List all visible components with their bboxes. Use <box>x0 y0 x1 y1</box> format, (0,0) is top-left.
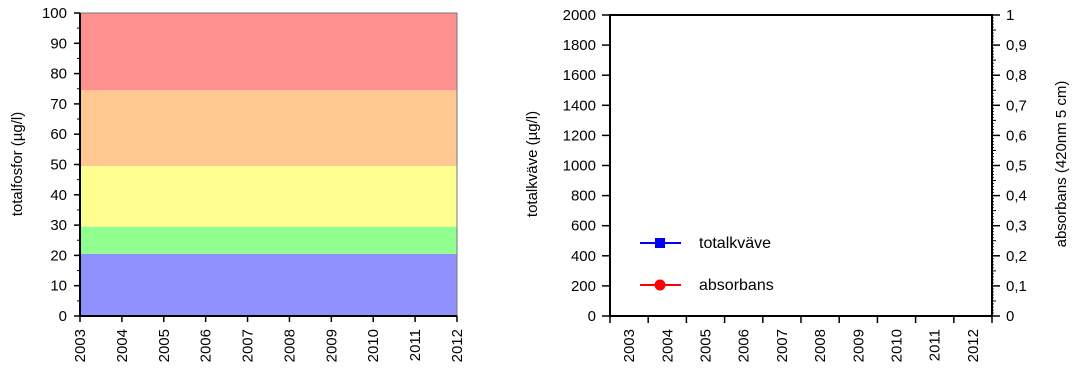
y-tick-label: 400 <box>570 247 596 265</box>
y2-tick-label: 0 <box>1006 308 1015 325</box>
x-tick-label: 2008 <box>281 329 299 363</box>
nitrogen-absorbance-chart <box>524 7 1070 362</box>
class-band-3 <box>80 90 457 166</box>
x-tick-label: 2009 <box>850 329 868 363</box>
y2-tick-label: 0,4 <box>1006 187 1027 205</box>
y-tick-label: 70 <box>50 95 67 113</box>
nitrogen-y-axis-title: totalkväve (µg/l) <box>524 110 541 218</box>
legend-square-marker <box>655 238 665 248</box>
x-tick-label: 2007 <box>773 329 791 363</box>
class-band-2 <box>80 166 457 227</box>
y2-tick-label: 0,7 <box>1006 97 1027 115</box>
absorbance-y-axis <box>992 7 1027 325</box>
x-tick-label: 2003 <box>621 329 639 363</box>
y-tick-label: 40 <box>50 186 67 204</box>
x-tick-label: 2006 <box>735 329 753 363</box>
y-tick-label: 2000 <box>562 7 596 24</box>
phosphorus-class-bands <box>80 13 457 316</box>
x-tick-label: 2011 <box>926 329 944 362</box>
y2-tick-label: 0,6 <box>1006 127 1027 145</box>
x-tick-label: 2004 <box>113 329 131 363</box>
x-tick-label: 2006 <box>197 329 215 363</box>
nitrogen-plot-frame <box>610 15 992 316</box>
nitrogen-y-axis <box>563 7 610 325</box>
y2-tick-label: 0,1 <box>1006 277 1027 295</box>
legend-label-totalkvave: totalkväve <box>699 235 772 252</box>
y-tick-label: 60 <box>50 126 67 144</box>
x-tick-label: 2011 <box>407 329 425 362</box>
y2-tick-label: 0,8 <box>1006 67 1027 85</box>
legend-label-absorbans: absorbans <box>699 277 774 294</box>
absorbance-y-axis-title: absorbans (420nm 5 cm) <box>1053 80 1070 248</box>
phosphorus-x-axis <box>72 316 466 362</box>
y-tick-label: 200 <box>570 277 596 295</box>
y2-tick-label: 0,5 <box>1006 157 1027 175</box>
class-band-4 <box>80 13 457 90</box>
y-tick-label: 50 <box>50 156 67 174</box>
y2-tick-label: 0,3 <box>1006 217 1027 235</box>
x-tick-label: 2012 <box>964 329 982 363</box>
legend-circle-marker <box>655 280 666 291</box>
y-tick-label: 30 <box>50 217 67 235</box>
x-tick-label: 2007 <box>239 329 257 363</box>
phosphorus-y-axis <box>42 5 80 325</box>
x-tick-label: 2009 <box>323 329 341 363</box>
y-tick-label: 600 <box>570 217 596 235</box>
x-tick-label: 2005 <box>697 329 715 363</box>
class-band-0 <box>80 254 457 316</box>
y-tick-label: 1400 <box>562 97 596 115</box>
x-tick-label: 2003 <box>72 329 89 363</box>
y2-tick-label: 0,9 <box>1006 37 1027 55</box>
x-tick-label: 2010 <box>365 329 383 363</box>
class-band-1 <box>80 227 457 254</box>
phosphorus-y-axis-title: totalfosfor (µg/l) <box>9 111 26 217</box>
x-tick-label: 2004 <box>659 329 677 363</box>
nitrogen-x-axis <box>610 316 992 362</box>
y-tick-label: 1000 <box>562 157 596 175</box>
y-tick-label: 1600 <box>562 67 596 85</box>
phosphorus-chart <box>9 5 466 362</box>
x-tick-label: 2008 <box>812 329 830 363</box>
y-tick-label: 0 <box>587 308 596 325</box>
y-tick-label: 80 <box>50 65 67 83</box>
y-tick-label: 100 <box>41 5 67 22</box>
y2-tick-label: 0,2 <box>1006 247 1027 265</box>
x-tick-label: 2012 <box>449 329 466 363</box>
y-tick-label: 20 <box>50 247 67 265</box>
y-tick-label: 10 <box>50 277 67 295</box>
y2-tick-label: 1 <box>1006 7 1015 24</box>
y-tick-label: 800 <box>570 187 596 205</box>
y-tick-label: 90 <box>50 35 67 53</box>
y-tick-label: 0 <box>58 308 67 325</box>
y-tick-label: 1800 <box>562 37 596 55</box>
x-tick-label: 2010 <box>888 329 906 363</box>
x-tick-label: 2005 <box>155 329 173 363</box>
y-tick-label: 1200 <box>562 127 596 145</box>
